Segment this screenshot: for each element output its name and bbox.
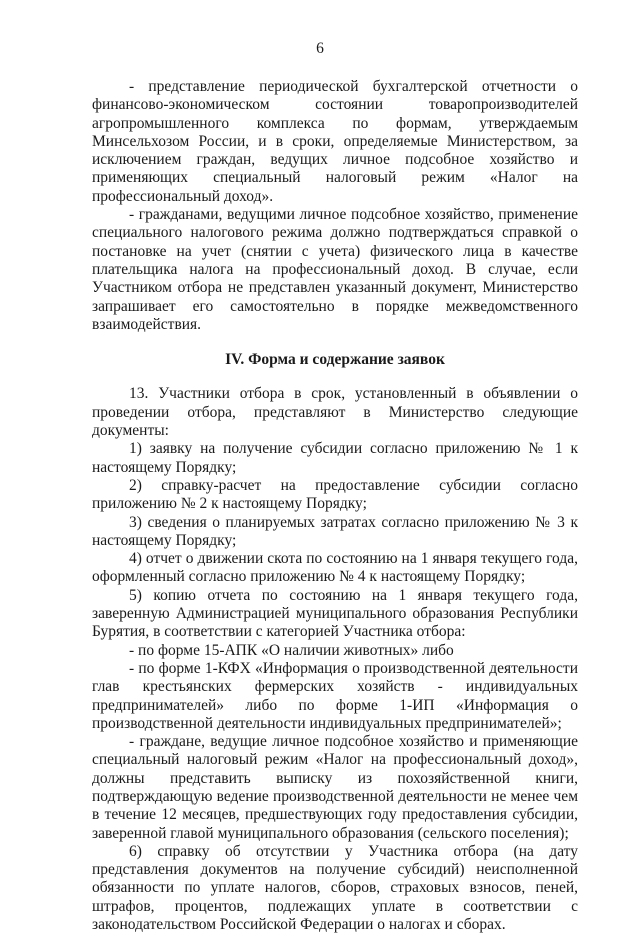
list-item: 5) копию отчета по состоянию на 1 января текущего года, заверенную Администрацией муниципального образования Республики Бурятия, в соответствии с категорией Участника отбора:: [92, 586, 578, 641]
paragraph: - гражданами, ведущими личное подсобное хозяйство, применение специального налогового режима должно подтверждаться справкой о постановке на учет (снятии с учета) физического лица в качестве плательщика налога на профессиональный доход. В случае, если Участником отбора не представлен указанный документ, Министерство запрашивает его самостоятельно в порядке межведомственного взаимодействия.: [92, 206, 578, 333]
page-number: 6: [316, 40, 324, 57]
paragraph: - представление периодической бухгалтерской отчетности о финансово-экономическом состоянии товаропроизводителей агропромышленного комплекса по формам, утверждаемым Минсельхозом России, и в сроки, определяемые Министерством, за исключением граждан, ведущих личное подсобное хозяйство и применяющих специальный налоговый режим «Налог на профессиональный доход».: [92, 78, 578, 205]
paragraph: 13. Участники отбора в срок, установленный в объявлении о проведении отбора, представляют в Министерство следующие документы:: [92, 385, 578, 440]
list-item: 4) отчет о движении скота по состоянию на 1 января текущего года, оформленный согласно приложению № 4 к настоящему Порядку;: [92, 550, 578, 586]
list-item: 3) сведения о планируемых затратах согласно приложению № 3 к настоящему Порядку;: [92, 513, 578, 549]
list-item: 1) заявку на получение субсидии согласно приложению № 1 к настоящему Порядку;: [92, 440, 578, 476]
list-item: 6) справку об отсутствии у Участника отбора (на дату представления документов на получение субсидий) неисполненной обязанности по уплате налогов, сборов, страховых взносов, пеней, штрафов, процентов, подлежащих уплате в соответствии с законодательством Российской Федерации о налогах и сборах.: [92, 842, 578, 934]
document-body: [92, 78, 578, 934]
sub-list-item: - граждане, ведущие личное подсобное хозяйство и применяющие специальный налоговый режим «Налог на профессиональный доход», должны представить выписку из похозяйственной книги, подтверждающую ведение производственной деятельности не менее чем в течение 12 месяцев, предшествующих году предоставления субсидии, заверенной главой муниципального образования (сельского поселения);: [92, 733, 578, 842]
sub-list-item: - по форме 15-АПК «О наличии животных» либо: [129, 641, 454, 659]
section-heading: IV. Форма и содержание заявок: [225, 351, 445, 369]
list-item: 2) справку-расчет на предоставление субсидии согласно приложению № 2 к настоящему Порядку;: [92, 476, 578, 513]
sub-list-item: - по форме 1-КФХ «Информация о производственной деятельности глав крестьянских фермерских хозяйств - индивидуальных предпринимателей» либо по форме 1-ИП «Информация о производственной деятельности индивидуальных предпринимателей»;: [92, 659, 578, 732]
